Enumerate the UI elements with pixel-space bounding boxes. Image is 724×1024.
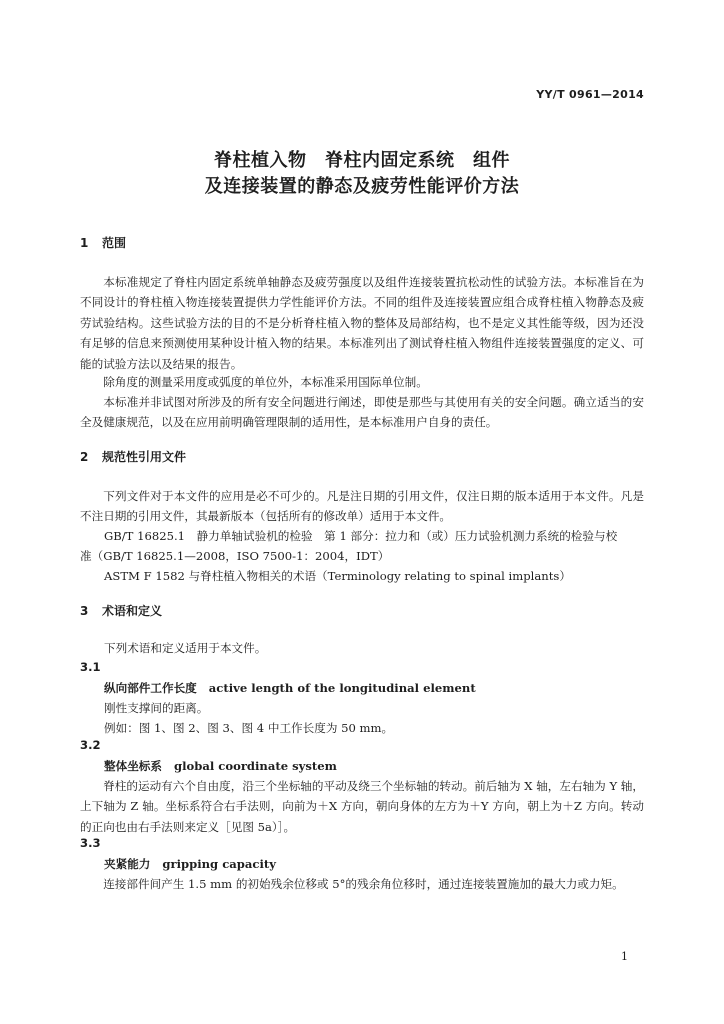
section-number: 1	[80, 236, 89, 250]
section-2-paragraph-1: 下列文件对于本文件的应用是必不可少的。凡是注日期的引用文件，仅注日期的版本适用于本文件。凡是不注日期的引用文件，其最新版本（包括所有的修改单）适用于本文件。	[80, 489, 644, 524]
clause-3-3-number: 3.3	[80, 836, 101, 850]
reference-1-line-2: 准（GB/T 16825.1—2008，ISO 7500-1：2004，IDT）	[80, 549, 390, 563]
section-3-heading	[80, 602, 162, 619]
clause-3-2-number: 3.2	[80, 738, 101, 752]
section-1-heading	[80, 234, 126, 251]
section-title: 范围	[102, 236, 127, 250]
clause-3-3-term	[104, 856, 276, 872]
section-number: 2	[80, 450, 89, 464]
section-1-paragraph-3: 本标准并非试图对所涉及的所有安全问题进行阐述，即使是那些与其使用有关的安全问题。确立适当的安全及健康规范，以及在应用前明确管理限制的适用性，是本标准用户自身的责任。	[80, 395, 644, 430]
term-chinese: 整体坐标系	[104, 759, 162, 773]
clause-3-2-term	[104, 758, 337, 774]
term-english: active length of the longitudinal element	[208, 681, 476, 695]
title-line-2: 及连接装置的静态及疲劳性能评价方法	[204, 176, 520, 197]
section-1-paragraph-1: 本标准规定了脊柱内固定系统单轴静态及疲劳强度以及组件连接装置抗松动性的试验方法。本标准旨在为不同设计的脊柱植入物连接装置提供力学性能评价方法。不同的组件及连接装置应组合成脊柱植入物静态及疲劳试验结构。这些试验方法的目的不是分析脊柱植入物的整体及局部结构，也不是定义其性能等级，因为还没有足够的信息来预测使用某种设计植入物的结果。本标准列出了测试脊柱植入物组件连接装置强度的定义、可能的试验方法以及结果的报告。	[80, 275, 644, 371]
section-2-heading	[80, 448, 186, 465]
clause-3-3-definition: 连接部件间产生 1.5 mm 的初始残余位移或 5°的残余角位移时，通过连接装置施加的最大力或力矩。	[103, 877, 624, 891]
clause-3-1-example: 例如：图 1、图 2、图 3、图 4 中工作长度为 50 mm。	[104, 721, 394, 735]
term-english: gripping capacity	[162, 857, 276, 871]
term-english: global coordinate system	[173, 759, 337, 773]
standard-number: YY/T 0961—2014	[536, 88, 644, 101]
clause-3-2-definition: 脊柱的运动有六个自由度，沿三个坐标轴的平动及绕三个坐标轴的转动。前后轴为 X 轴，左右轴为 Y 轴，上下轴为 Z 轴。坐标系符合右手法则，向前为＋X 方向，朝向身体的左方为＋Y 方向，朝上为＋Z 方向。转动的正向也由右手法则来定义［见图 5a）］。	[80, 779, 644, 834]
section-title: 术语和定义	[102, 604, 163, 618]
section-1-paragraph-2: 除角度的测量采用度或弧度的单位外，本标准采用国际单位制。	[103, 375, 428, 389]
page-number: 1	[621, 950, 628, 963]
term-chinese: 夹紧能力	[104, 857, 151, 871]
reference-1-line-1: GB/T 16825.1 静力单轴试验机的检验 第 1 部分：拉力和（或）压力试验机测力系统的检验与校	[104, 529, 618, 543]
document-title	[0, 148, 724, 200]
clause-3-1-term	[104, 680, 476, 696]
clause-3-1-definition: 刚性支撑间的距离。	[104, 701, 209, 715]
section-title: 规范性引用文件	[102, 450, 187, 464]
section-number: 3	[80, 604, 89, 618]
term-chinese: 纵向部件工作长度	[104, 681, 197, 695]
clause-3-1-number: 3.1	[80, 660, 101, 674]
title-line-1: 脊柱植入物 脊柱内固定系统 组件	[214, 150, 510, 171]
section-3-intro: 下列术语和定义适用于本文件。	[104, 641, 267, 655]
reference-2: ASTM F 1582 与脊柱植入物相关的术语（Terminology relating to spinal implants）	[104, 569, 571, 583]
